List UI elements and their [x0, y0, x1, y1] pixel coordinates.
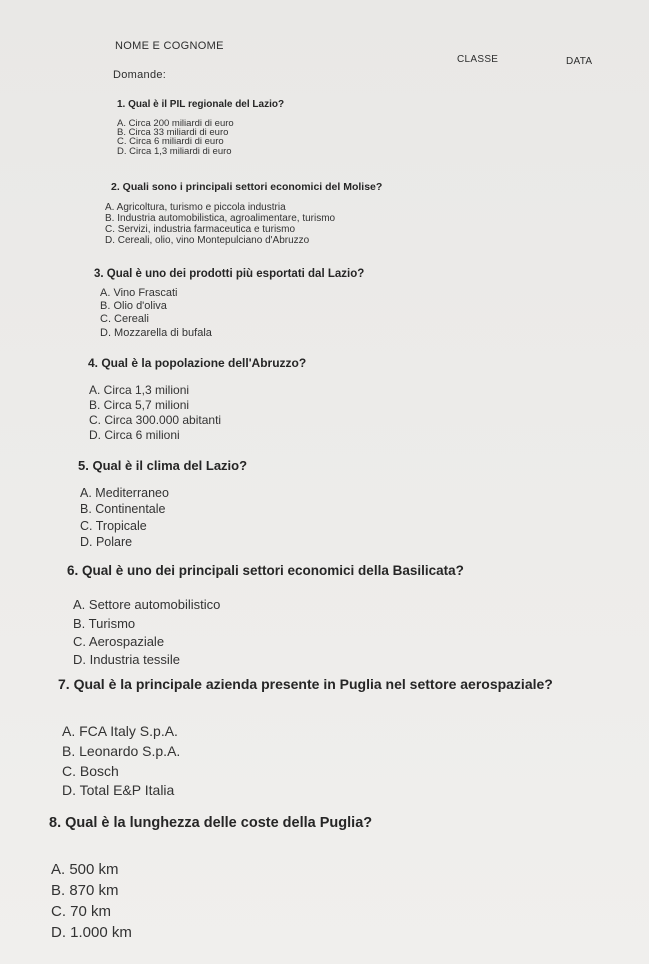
answer-option: B. Continentale	[80, 502, 166, 516]
answer-option: C. Circa 6 miliardi di euro	[117, 136, 224, 147]
answer-option: D. Mozzarella di bufala	[100, 327, 212, 339]
questions-label: Domande:	[113, 69, 167, 81]
question-title: 5. Qual è il clima del Lazio?	[78, 458, 248, 473]
answer-option: D. Total E&P Italia	[62, 782, 175, 798]
answer-option: D. Circa 1,3 miliardi di euro	[117, 146, 232, 157]
question-title: 2. Quali sono i principali settori economici del Molise?	[111, 181, 383, 193]
answer-option: D. Circa 6 milioni	[89, 428, 180, 442]
answer-option: B. Olio d'oliva	[100, 300, 167, 312]
answer-option: B. Leonardo S.p.A.	[62, 743, 181, 759]
answer-option: C. Circa 300.000 abitanti	[89, 413, 222, 427]
answer-option: B. Circa 5,7 milioni	[89, 398, 190, 412]
question-title: 3. Qual è uno dei prodotti più esportati dal Lazio?	[94, 268, 365, 280]
answer-option: C. Cereali	[100, 313, 149, 325]
answer-option: C. Tropicale	[80, 519, 147, 533]
answer-option: A. FCA Italy S.p.A.	[62, 723, 178, 739]
answer-option: C. Bosch	[62, 763, 119, 779]
answer-option: A. Circa 1,3 milioni	[89, 383, 190, 397]
question-title: 4. Qual è la popolazione dell'Abruzzo?	[88, 356, 307, 370]
answer-option: D. Polare	[80, 535, 133, 549]
answer-option: C. Aerospaziale	[73, 634, 165, 649]
answer-option: A. 500 km	[51, 861, 119, 878]
name-label: NOME E COGNOME	[115, 40, 224, 52]
answer-option: D. Cereali, olio, vino Montepulciano d'Abruzzo	[105, 235, 310, 246]
answer-option: D. Industria tessile	[73, 652, 180, 667]
answer-option: A. Mediterraneo	[80, 486, 169, 500]
answer-option: A. Vino Frascati	[100, 287, 178, 299]
question-title: 7. Qual è la principale azienda presente in Puglia nel settore aerospaziale?	[58, 676, 553, 692]
answer-option: C. 70 km	[51, 903, 112, 920]
date-label: DATA	[566, 56, 593, 67]
answer-option: B. Turismo	[73, 616, 136, 631]
answer-option: A. Agricoltura, turismo e piccola industria	[105, 202, 286, 213]
question-title: 1. Qual è il PIL regionale del Lazio?	[117, 99, 285, 110]
answer-option: C. Servizi, industria farmaceutica e turismo	[105, 224, 296, 235]
answer-option: B. Industria automobilistica, agroalimentare, turismo	[105, 213, 336, 224]
answer-option: A. Settore automobilistico	[73, 597, 221, 612]
class-label: CLASSE	[457, 54, 499, 65]
question-title: 8. Qual è la lunghezza delle coste della Puglia?	[49, 815, 373, 831]
answer-option: D. 1.000 km	[51, 924, 132, 941]
answer-option: B. Circa 33 miliardi di euro	[117, 127, 229, 138]
answer-option: B. 870 km	[51, 882, 119, 899]
answer-option: A. Circa 200 miliardi di euro	[117, 118, 234, 129]
question-title: 6. Qual è uno dei principali settori economici della Basilicata?	[67, 563, 464, 578]
